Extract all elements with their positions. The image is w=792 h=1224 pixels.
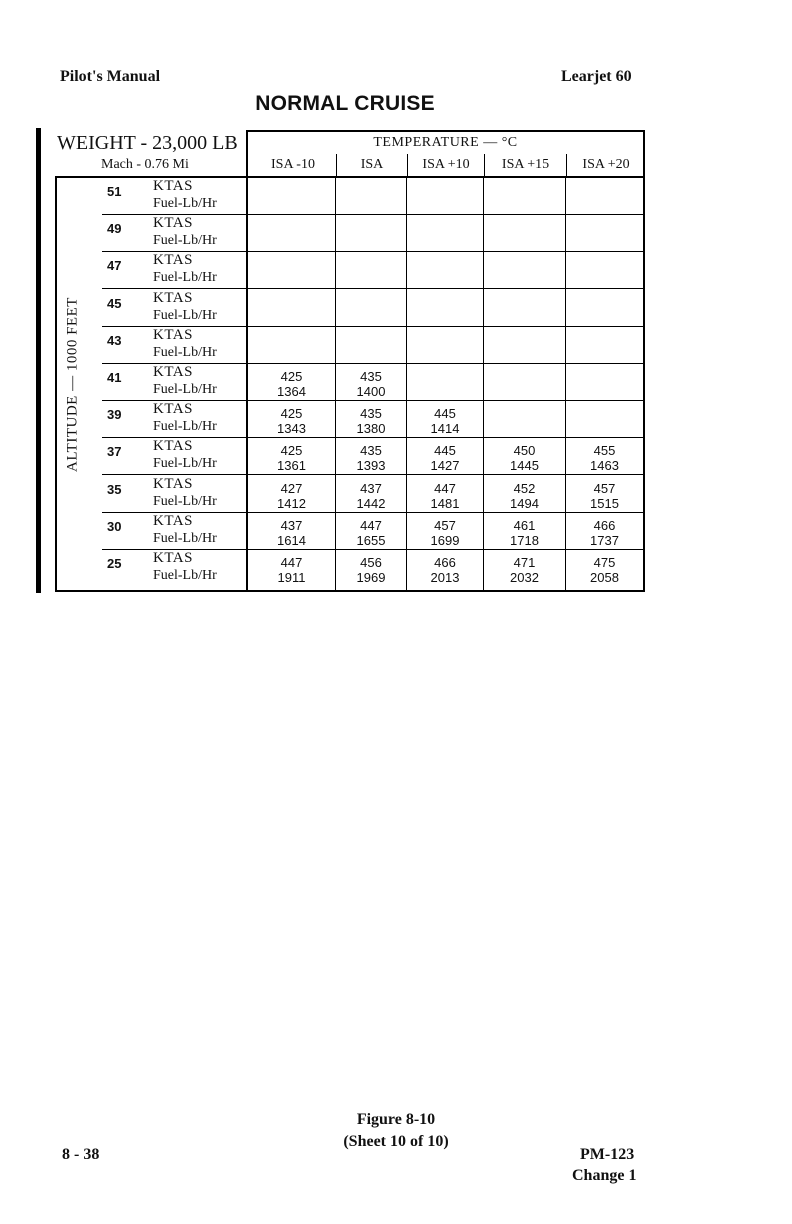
ktas-value: 447 [280, 555, 303, 570]
ktas-value: 447 [434, 480, 456, 496]
altitude-value: 51 [107, 184, 122, 199]
data-cell [407, 401, 483, 438]
ktas-value [248, 295, 335, 310]
fuel-value [484, 272, 565, 287]
fuel-value [407, 198, 483, 213]
data-cell [248, 364, 335, 401]
ktas-value [336, 257, 406, 272]
data-cell [248, 215, 335, 252]
data-cell [336, 550, 406, 587]
fuel-value [336, 198, 406, 213]
altitude-value: 49 [107, 221, 122, 237]
ktas-value: 466 [593, 517, 616, 533]
table-row [57, 327, 643, 364]
ktas-label: KTAS [153, 512, 193, 529]
data-cell [248, 401, 335, 438]
table-row [57, 401, 643, 438]
data-cell [336, 178, 406, 215]
fuel-value [566, 198, 643, 213]
temperature-title: TEMPERATURE — °C [373, 135, 518, 150]
data-cell [566, 401, 643, 438]
page-number: 8 - 38 [62, 1146, 100, 1163]
ktas-label: KTAS [153, 550, 193, 566]
data-cell [407, 290, 483, 327]
data-cell [248, 178, 335, 215]
altitude-value: 37 [107, 444, 122, 460]
fuel-flow-label: Fuel-Lb/Hr [153, 382, 217, 397]
column-header: ISA +10 [422, 157, 470, 172]
data-grid [55, 176, 645, 592]
fuel-value [484, 235, 565, 250]
altitude-axis-label: ALTITUDE — 1000 FEET [64, 297, 81, 472]
fuel-value: 1364 [277, 384, 306, 399]
data-cell [566, 513, 643, 550]
data-cell [566, 252, 643, 289]
fuel-value [407, 235, 483, 250]
data-cell [248, 438, 335, 475]
data-cell [566, 178, 643, 215]
fuel-value: 1380 [356, 421, 386, 437]
ktas-value [484, 220, 565, 235]
temperature-header [246, 130, 645, 176]
ktas-value: 457 [434, 517, 456, 533]
table-row [57, 550, 643, 587]
fuel-value: 2058 [590, 570, 619, 585]
fuel-value [484, 310, 565, 325]
table-row [57, 252, 643, 289]
ktas-value [566, 295, 643, 310]
fuel-value: 1737 [590, 532, 619, 548]
ktas-value: 435 [360, 443, 382, 459]
data-cell [566, 364, 643, 401]
ktas-label: KTAS [153, 289, 193, 306]
fuel-value: 1655 [356, 532, 386, 548]
fuel-flow-label: Fuel-Lb/Hr [153, 233, 217, 249]
ktas-value [566, 220, 643, 235]
altitude-value: 25 [107, 556, 122, 571]
ktas-value [407, 295, 483, 310]
fuel-value: 1911 [277, 570, 306, 585]
fuel-value [407, 310, 483, 325]
table-row [57, 215, 643, 252]
ktas-value [248, 332, 335, 347]
ktas-value [336, 220, 406, 235]
fuel-flow-label: Fuel-Lb/Hr [153, 270, 217, 286]
figure-caption: Figure 8-10 [356, 1111, 436, 1128]
column-header: ISA +15 [501, 157, 550, 172]
ktas-value [566, 332, 643, 347]
fuel-value [484, 347, 565, 362]
fuel-flow-label: Fuel-Lb/Hr [153, 493, 217, 509]
fuel-value: 1412 [277, 495, 306, 511]
fuel-flow-label: Fuel-Lb/Hr [153, 307, 217, 323]
fuel-value [484, 421, 565, 436]
data-cell [336, 364, 406, 401]
fuel-value [566, 310, 643, 325]
data-cell [336, 513, 406, 550]
data-cell [336, 438, 406, 475]
data-cell [484, 290, 565, 327]
ktas-value [248, 183, 335, 198]
table-row [57, 364, 643, 401]
data-cell [407, 364, 483, 401]
table-row [57, 513, 643, 550]
mach-label: Mach - 0.76 Mi [101, 157, 189, 172]
data-cell [407, 215, 483, 252]
fuel-value [566, 272, 643, 287]
weight-label: WEIGHT - 23,000 LB [57, 132, 238, 154]
altitude-value: 47 [107, 258, 122, 274]
data-cell [336, 401, 406, 438]
data-cell [336, 476, 406, 513]
ktas-value: 457 [593, 480, 616, 496]
fuel-value [336, 272, 406, 287]
ktas-value [407, 332, 483, 347]
ktas-value: 445 [434, 443, 456, 459]
ktas-value [248, 220, 335, 235]
column-header: ISA -10 [271, 157, 315, 172]
ktas-value [566, 369, 643, 384]
fuel-value: 1361 [277, 458, 306, 474]
fuel-value [484, 384, 565, 399]
ktas-label: KTAS [153, 438, 193, 455]
data-cell [336, 252, 406, 289]
ktas-value [336, 183, 406, 198]
fuel-value: 1481 [430, 495, 460, 511]
data-cell [248, 550, 335, 587]
ktas-value [484, 369, 565, 384]
fuel-value [566, 235, 643, 250]
data-cell [336, 327, 406, 364]
ktas-value: 456 [360, 555, 382, 570]
data-cell [248, 513, 335, 550]
ktas-value [484, 406, 565, 421]
ktas-value: 466 [434, 555, 456, 570]
document-number: PM-123 [580, 1146, 635, 1163]
header-aircraft-model: Learjet 60 [561, 68, 632, 85]
fuel-value: 1494 [510, 495, 539, 511]
fuel-value: 1343 [277, 421, 306, 437]
ktas-label: KTAS [153, 252, 193, 269]
data-cell [407, 550, 483, 587]
data-cell [407, 178, 483, 215]
data-cell [484, 513, 565, 550]
fuel-flow-label: Fuel-Lb/Hr [153, 530, 217, 546]
header-manual-title: Pilot's Manual [60, 68, 161, 85]
data-cell [566, 215, 643, 252]
altitude-value: 35 [107, 481, 122, 497]
fuel-value: 1414 [430, 421, 460, 437]
altitude-value: 43 [107, 332, 122, 348]
data-cell [248, 252, 335, 289]
ktas-value: 450 [513, 443, 536, 459]
ktas-label: KTAS [153, 364, 193, 380]
ktas-value: 437 [280, 517, 303, 533]
data-cell [407, 476, 483, 513]
ktas-value [484, 183, 565, 198]
data-cell [484, 438, 565, 475]
data-cell [407, 327, 483, 364]
table-row [57, 476, 643, 513]
ktas-value: 445 [434, 406, 456, 422]
ktas-label: KTAS [153, 401, 193, 418]
fuel-value [248, 198, 335, 213]
ktas-value [248, 257, 335, 272]
ktas-value: 425 [280, 443, 303, 459]
fuel-value: 1400 [356, 384, 386, 399]
data-cell [566, 327, 643, 364]
figure-sheet: (Sheet 10 of 10) [343, 1133, 449, 1150]
fuel-value [248, 347, 335, 362]
fuel-value: 1515 [590, 495, 619, 511]
data-cell [407, 438, 483, 475]
fuel-value: 1614 [277, 532, 306, 548]
fuel-value [566, 347, 643, 362]
ktas-value [484, 295, 565, 310]
data-cell [248, 327, 335, 364]
fuel-value [336, 347, 406, 362]
ktas-value [566, 257, 643, 272]
fuel-value: 1393 [356, 458, 386, 474]
cruise-table [55, 130, 645, 592]
altitude-value: 45 [107, 295, 122, 311]
ktas-label: KTAS [153, 475, 193, 492]
fuel-value [484, 198, 565, 213]
ktas-label: KTAS [153, 326, 193, 343]
fuel-value [336, 235, 406, 250]
ktas-value: 435 [360, 369, 382, 384]
ktas-value [407, 257, 483, 272]
fuel-value: 1445 [510, 458, 539, 474]
fuel-value [336, 310, 406, 325]
table-row [57, 290, 643, 327]
change-number: Change 1 [572, 1167, 637, 1184]
ktas-label: KTAS [153, 215, 193, 232]
ktas-value [407, 220, 483, 235]
ktas-value [336, 332, 406, 347]
fuel-value: 1427 [430, 458, 460, 474]
fuel-flow-label: Fuel-Lb/Hr [153, 456, 217, 472]
ktas-value [566, 406, 643, 421]
ktas-value: 475 [593, 555, 616, 570]
ktas-value [484, 332, 565, 347]
data-cell [484, 327, 565, 364]
fuel-value [407, 272, 483, 287]
fuel-flow-label: Fuel-Lb/Hr [153, 344, 217, 360]
fuel-value: 1699 [430, 532, 460, 548]
data-cell [566, 290, 643, 327]
fuel-value: 2013 [430, 570, 460, 585]
data-cell [484, 178, 565, 215]
ktas-value: 425 [280, 369, 303, 384]
ktas-value: 435 [360, 406, 382, 422]
data-cell [248, 290, 335, 327]
ktas-value: 425 [280, 406, 303, 422]
data-cell [484, 215, 565, 252]
fuel-value [407, 384, 483, 399]
ktas-value: 455 [593, 443, 616, 459]
data-cell [566, 476, 643, 513]
data-cell [484, 364, 565, 401]
altitude-value: 41 [107, 370, 122, 385]
ktas-value [484, 257, 565, 272]
ktas-value: 461 [513, 517, 536, 533]
ktas-value: 437 [360, 480, 382, 496]
data-cell [407, 513, 483, 550]
ktas-value: 471 [513, 555, 536, 570]
data-cell [248, 476, 335, 513]
ktas-value: 427 [280, 480, 303, 496]
altitude-value: 39 [107, 407, 122, 423]
data-cell [484, 401, 565, 438]
fuel-flow-label: Fuel-Lb/Hr [153, 568, 217, 583]
data-cell [336, 290, 406, 327]
fuel-value [248, 235, 335, 250]
fuel-value [566, 384, 643, 399]
fuel-value: 1463 [590, 458, 619, 474]
data-cell [566, 438, 643, 475]
altitude-value: 30 [107, 518, 122, 534]
ktas-value: 447 [360, 517, 382, 533]
data-cell [484, 252, 565, 289]
table-row [57, 178, 643, 215]
ktas-value [566, 183, 643, 198]
fuel-value: 1969 [356, 570, 386, 585]
data-cell [336, 215, 406, 252]
ktas-value [407, 183, 483, 198]
fuel-value [407, 347, 483, 362]
table-row [57, 438, 643, 475]
ktas-value [407, 369, 483, 384]
ktas-label: KTAS [153, 178, 193, 194]
data-cell [484, 476, 565, 513]
ktas-value: 452 [513, 480, 536, 496]
fuel-value: 2032 [510, 570, 539, 585]
fuel-flow-label: Fuel-Lb/Hr [153, 419, 217, 435]
ktas-value [336, 295, 406, 310]
data-cell [484, 550, 565, 587]
fuel-value: 1442 [356, 495, 386, 511]
column-header: ISA +20 [582, 157, 630, 172]
column-header: ISA [360, 157, 384, 172]
change-bar [36, 128, 41, 593]
fuel-value [566, 421, 643, 436]
fuel-flow-label: Fuel-Lb/Hr [153, 196, 217, 211]
fuel-value [248, 272, 335, 287]
fuel-value: 1718 [510, 532, 539, 548]
fuel-value [248, 310, 335, 325]
data-cell [407, 252, 483, 289]
page-title: NORMAL CRUISE [255, 92, 435, 115]
data-cell [566, 550, 643, 587]
